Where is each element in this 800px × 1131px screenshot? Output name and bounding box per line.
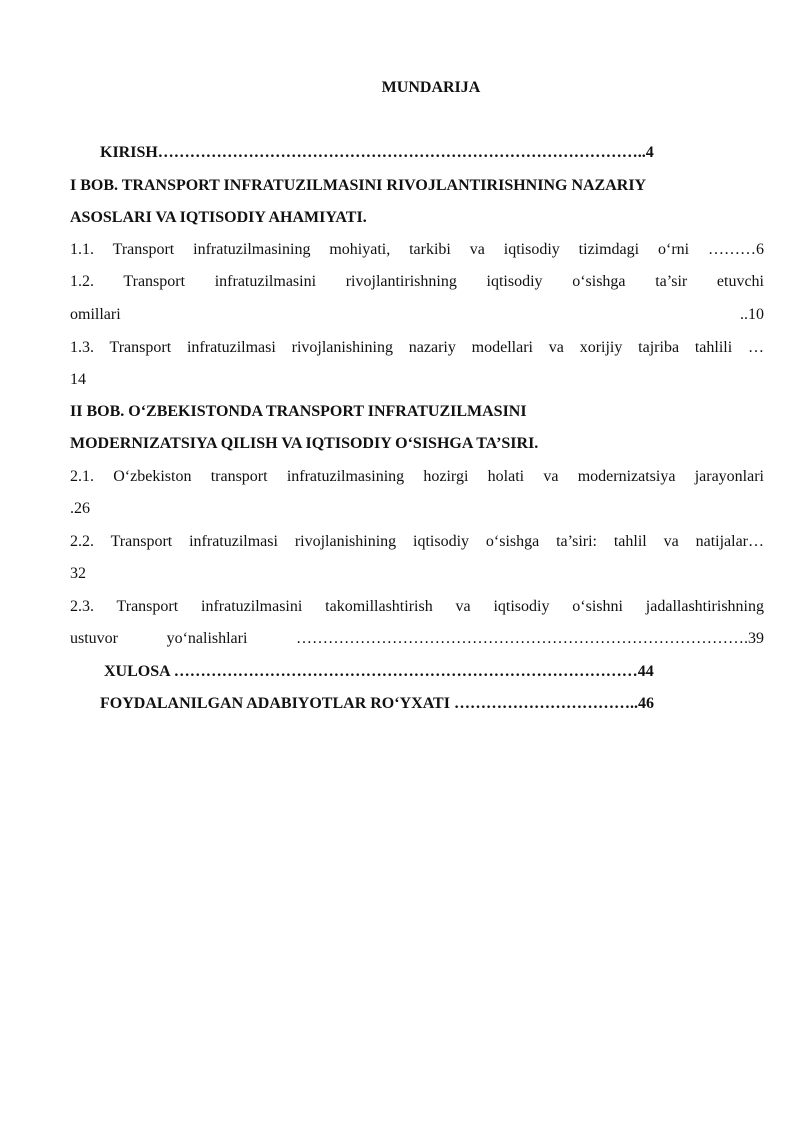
toc-entry-2-3-line-2: ustuvor yo‘nalishlari ………………………………………………………………………….39 — [70, 630, 764, 647]
toc-entry-1-3-line-1: 1.3. Transport infratuzilmasi rivojlanishining nazariy modellari va xorijiy tajriba tahlili … — [70, 339, 764, 356]
toc-entry-1-2-line-2: omillari — [70, 306, 121, 323]
toc-entry-2-1-page: .26 — [70, 500, 90, 517]
chapter-1-heading-line-1: I BOB. TRANSPORT INFRATUZILMASINI RIVOJLANTIRISHNING NAZARIY — [70, 177, 647, 194]
chapter-2-heading-line-1: II BOB. O‘ZBEKISTONDA TRANSPORT INFRATUZILMASINI — [70, 403, 527, 420]
toc-entry-adabiyotlar: FOYDALANILGAN ADABIYOTLAR RO‘YXATI ……………………………..46 — [100, 695, 654, 712]
toc-title: MUNDARIJA — [381, 79, 481, 96]
toc-entry-1-1: 1.1. Transport infratuzilmasining mohiyati, tarkibi va iqtisodiy tizimdagi o‘rni ………6 — [70, 241, 764, 258]
chapter-1-heading-line-2: ASOSLARI VA IQTISODIY AHAMIYATI. — [70, 209, 367, 226]
toc-entry-xulosa: XULOSA ……………………………………………………………………………44 — [104, 663, 654, 680]
toc-entry-2-2-page: 32 — [70, 565, 86, 582]
toc-entry-2-1-line-1: 2.1. O‘zbekiston transport infratuzilmasining hozirgi holati va modernizatsiya jarayonlari — [70, 468, 764, 485]
toc-entry-1-3-page: 14 — [70, 371, 86, 388]
toc-entry-2-3-line-1: 2.3. Transport infratuzilmasini takomillashtirish va iqtisodiy o‘sishni jadallashtirishning — [70, 598, 764, 615]
toc-entry-kirish: KIRISH………………………………………………………………………………..4 — [100, 144, 654, 161]
toc-entry-1-2-page: ..10 — [740, 306, 764, 323]
toc-entry-2-2-line-1: 2.2. Transport infratuzilmasi rivojlanishining iqtisodiy o‘sishga ta’siri: tahlil va natijalar… — [70, 533, 764, 550]
chapter-2-heading-line-2: MODERNIZATSIYA QILISH VA IQTISODIY O‘SISHGA TA’SIRI. — [70, 435, 539, 452]
toc-entry-1-2-line-1: 1.2. Transport infratuzilmasini rivojlantirishning iqtisodiy o‘sishga ta’sir etuvchi — [70, 273, 764, 290]
